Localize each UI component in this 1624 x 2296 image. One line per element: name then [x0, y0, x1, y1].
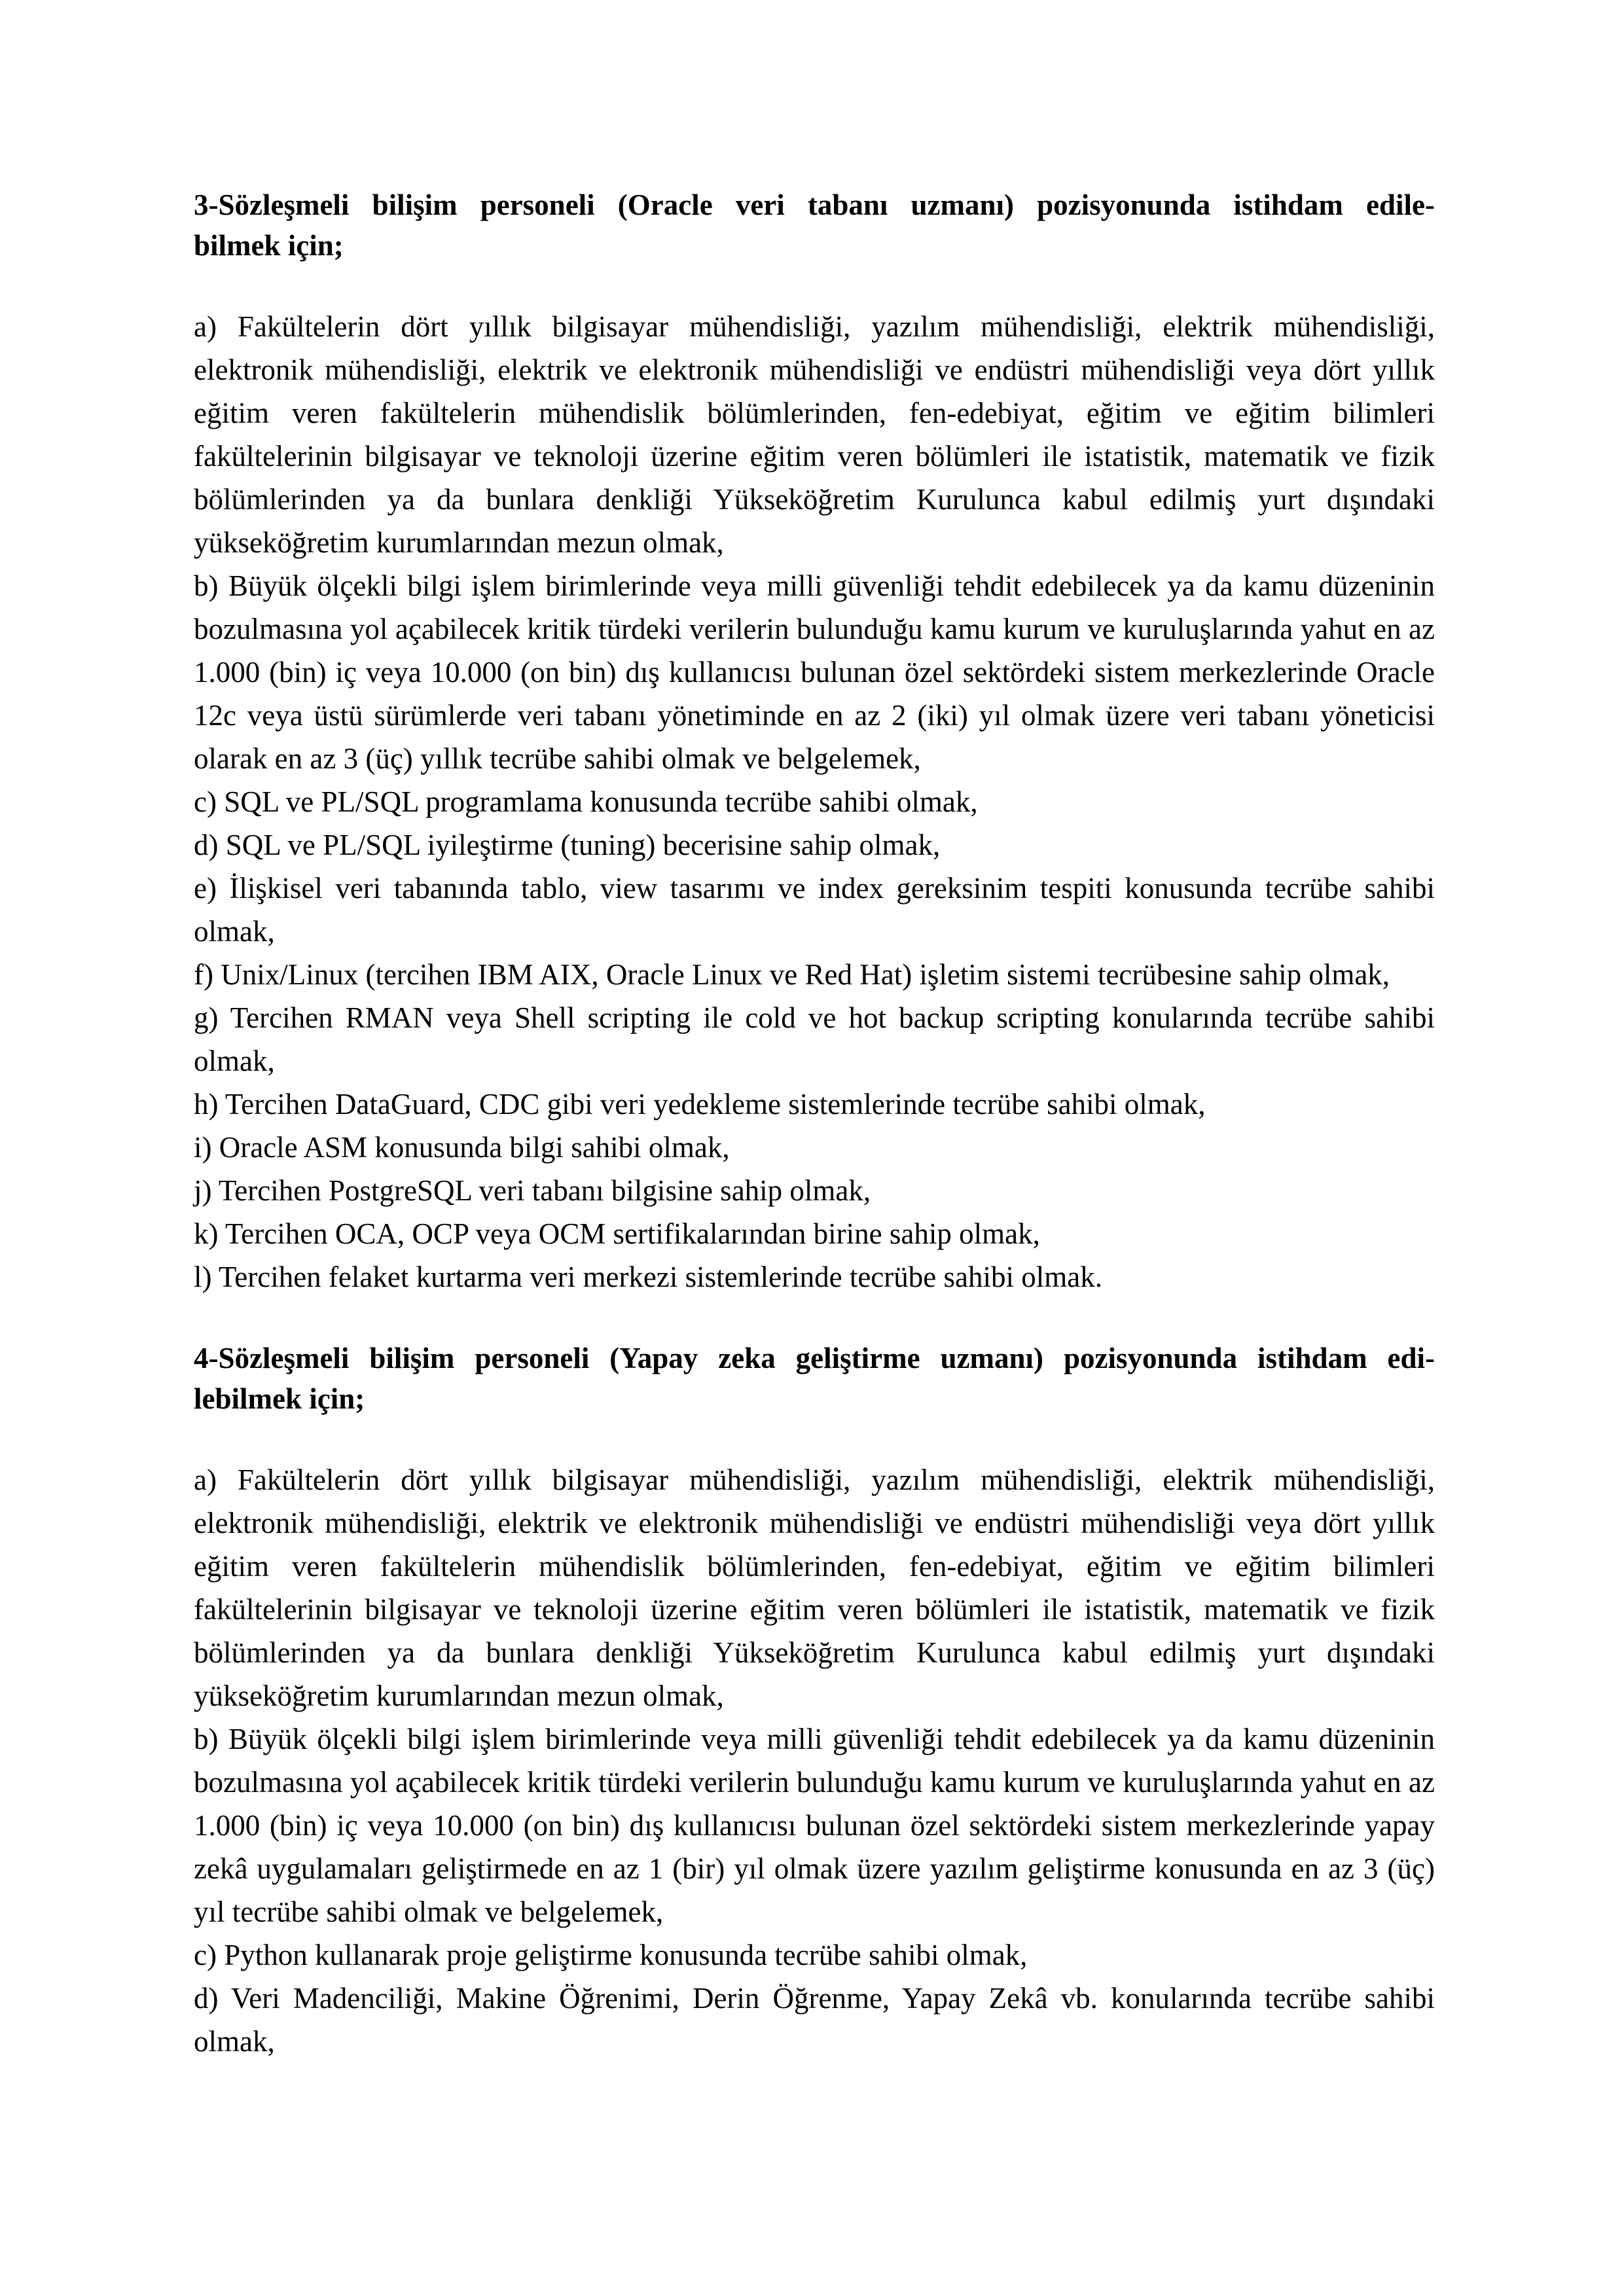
requirement-item-a: a) Fakültelerin dört yıllık bilgisayar mühendisliği, yazılım mühendisliği, elektrik mühendisliği, elektronik mühendisliği, elektrik ve elektronik mühendisliği ve endüstri mühendisliği veya dört yıllık eğitim veren fakültelerin mühendislik bölümlerinden, fen-edebiyat, eğitim ve eğitim bilimleri fakültelerinin bilgisayar ve teknoloji üzerine eğitim veren bölümleri ile istatistik, matematik ve fizik bölümlerinden ya da bunlara denkliği Yükseköğretim Kurulunca kabul edilmiş yurt dışındaki yükseköğretim kurumlarından mezun olmak, [194, 1463, 1435, 1712]
section-title [194, 1338, 1435, 1419]
section-ai-development-specialist [194, 1338, 1435, 2063]
requirement-item-c: c) SQL ve PL/SQL programlama konusunda tecrübe sahibi olmak, [194, 785, 978, 818]
section-oracle-db-specialist [194, 185, 1435, 1299]
section-title-line: bilmek için; [194, 229, 344, 262]
spacer [194, 1299, 1435, 1338]
requirement-item-i: i) Oracle ASM konusunda bilgi sahibi olmak, [194, 1131, 730, 1164]
spacer [194, 266, 1435, 305]
requirement-item-b: b) Büyük ölçekli bilgi işlem birimlerinde veya milli güvenliği tehdit edebilecek ya da kamu düzeninin bozulmasına yol açabilecek kritik türdeki verilerin bulunduğu kamu kurum ve kuruluşlarında yahut en az 1.000 (bin) iç veya 10.000 (on bin) dış kullanıcısı bulunan özel sektördeki sistem merkezlerinde Oracle 12c veya üstü sürümlerde veri tabanı yönetiminde en az 2 (iki) yıl olmak üzere veri tabanı yöneticisi olarak en az 3 (üç) yıllık tecrübe sahibi olmak ve belgelemek, [194, 569, 1435, 775]
requirement-item-d: d) SQL ve PL/SQL iyileştirme (tuning) becerisine sahip olmak, [194, 829, 941, 861]
requirement-item-a: a) Fakültelerin dört yıllık bilgisayar mühendisliği, yazılım mühendisliği, elektrik mühendisliği, elektronik mühendisliği, elektrik ve elektronik mühendisliği ve endüstri mühendisliği veya dört yıllık eğitim veren fakültelerin mühendislik bölümlerinden, fen-edebiyat, eğitim ve eğitim bilimleri fakültelerinin bilgisayar ve teknoloji üzerine eğitim veren bölümleri ile istatistik, matematik ve fizik bölümlerinden ya da bunlara denkliği Yükseköğretim Kurulunca kabul edilmiş yurt dışındaki yükseköğretim kurumlarından mezun olmak, [194, 310, 1435, 559]
section-title-line: lebilmek için; [194, 1382, 365, 1415]
requirement-item-g: g) Tercihen RMAN veya Shell scripting ile cold ve hot backup scripting konularında tecrübe sahibi olmak, [194, 1001, 1435, 1077]
requirement-item-c: c) Python kullanarak proje geliştirme konusunda tecrübe sahibi olmak, [194, 1939, 1028, 1971]
document-page [194, 185, 1435, 2063]
section-title-line: 4-Sözleşmeli bilişim personeli (Yapay zeka geliştirme uzmanı) pozisyonunda istihdam edi- [194, 1342, 1435, 1374]
requirement-item-h: h) Tercihen DataGuard, CDC gibi veri yedekleme sistemlerinde tecrübe sahibi olmak, [194, 1088, 1206, 1121]
requirement-item-k: k) Tercihen OCA, OCP veya OCM sertifikalarından birine sahip olmak, [194, 1217, 1040, 1250]
section-title-line: 3-Sözleşmeli bilişim personeli (Oracle veri tabanı uzmanı) pozisyonunda istihdam edile- [194, 188, 1435, 221]
requirement-item-e: e) İlişkisel veri tabanında tablo, view tasarımı ve index gereksinim tespiti konusunda tecrübe sahibi olmak, [194, 872, 1435, 948]
requirement-item-b: b) Büyük ölçekli bilgi işlem birimlerinde veya milli güvenliği tehdit edebilecek ya da kamu düzeninin bozulmasına yol açabilecek kritik türdeki verilerin bulunduğu kamu kurum ve kuruluşlarında yahut en az 1.000 (bin) iç veya 10.000 (on bin) dış kullanıcısı bulunan özel sektördeki sistem merkezlerinde yapay zekâ uygulamaları geliştirmede en az 1 (bir) yıl olmak üzere yazılım geliştirme konusunda en az 3 (üç) yıl tecrübe sahibi olmak ve belgelemek, [194, 1723, 1435, 1928]
requirements-list [194, 305, 1435, 1299]
requirement-item-j: j) Tercihen PostgreSQL veri tabanı bilgisine sahip olmak, [194, 1174, 871, 1207]
spacer [194, 1419, 1435, 1458]
requirement-item-f: f) Unix/Linux (tercihen IBM AIX, Oracle Linux ve Red Hat) işletim sistemi tecrübesine sahip olmak, [194, 958, 1390, 991]
requirements-list [194, 1458, 1435, 2063]
requirement-item-l: l) Tercihen felaket kurtarma veri merkezi sistemlerinde tecrübe sahibi olmak. [194, 1261, 1102, 1293]
section-title [194, 185, 1435, 266]
requirement-item-d: d) Veri Madenciliği, Makine Öğrenimi, Derin Öğrenme, Yapay Zekâ vb. konularında tecrübe sahibi olmak, [194, 1982, 1435, 2058]
